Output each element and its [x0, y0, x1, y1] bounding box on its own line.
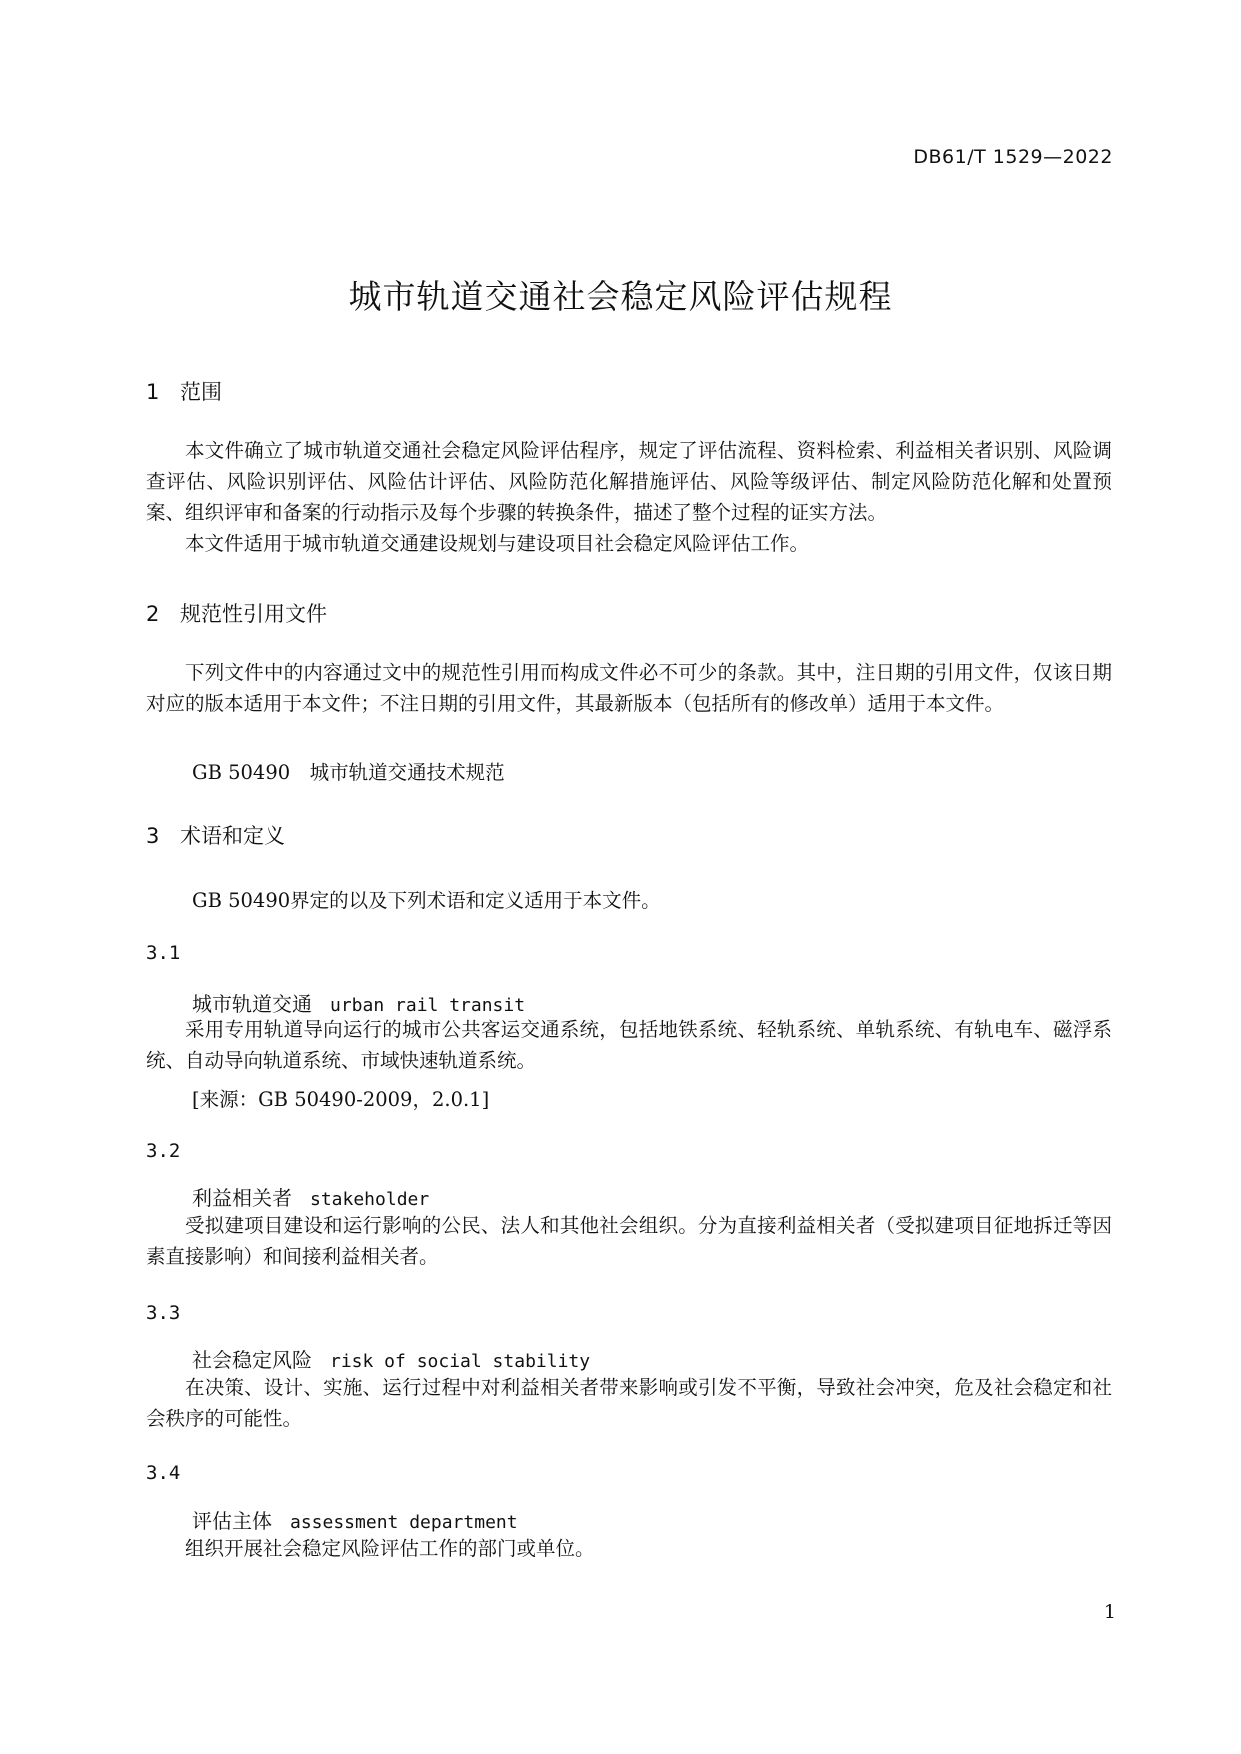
term-zh: 评估主体 [192, 1509, 272, 1533]
paragraph: 组织开展社会稳定风险评估工作的部门或单位。 [185, 1537, 595, 1560]
section-2-heading [146, 598, 327, 628]
paragraph: 本文件确立了城市轨道交通社会稳定风险评估程序，规定了评估流程、资料检索、利益相关者识别、风险调查评估、风险识别评估、风险估计评估、风险防范化解措施评估、风险等级评估、制定风险防范化解和处置预案、组织评审和备案的行动指示及每个步骤的转换条件，描述了整个过程的证实方法。 [146, 439, 1112, 524]
term-definition [146, 1533, 1112, 1564]
term-definition [146, 1210, 1112, 1272]
term-en: assessment department [290, 1512, 518, 1533]
paragraph: 受拟建项目建设和运行影响的公民、法人和其他社会组织。分为直接利益相关者（受拟建项目征地拆迁等因素直接影响）和间接利益相关者。 [146, 1214, 1112, 1268]
section-1-heading [146, 376, 222, 406]
section-title: 范围 [180, 380, 222, 404]
term-definition [146, 1372, 1112, 1434]
term-entry [192, 1182, 429, 1211]
term-zh: 社会稳定风险 [192, 1348, 312, 1372]
term-entry [192, 1505, 518, 1534]
term-entry [192, 1344, 590, 1373]
normative-reference: GB 50490 城市轨道交通技术规范 [192, 761, 505, 784]
page-number: 1 [1103, 1601, 1116, 1623]
term-en: stakeholder [310, 1189, 430, 1210]
clause-number: 3.4 [146, 1462, 181, 1484]
paragraph: 下列文件中的内容通过文中的规范性引用而构成文件必不可少的条款。其中，注日期的引用文件，仅该日期对应的版本适用于本文件；不注日期的引用文件，其最新版本（包括所有的修改单）适用于本文件。 [146, 661, 1112, 715]
term-en: urban rail transit [330, 995, 526, 1016]
section-2-body [146, 657, 1112, 719]
section-number: 1 [146, 380, 160, 404]
document-title: 城市轨道交通社会稳定风险评估规程 [348, 277, 893, 316]
term-source: [来源：GB 50490-2009，2.0.1] [192, 1088, 490, 1111]
clause-number: 3.1 [146, 942, 181, 964]
paragraph: 采用专用轨道导向运行的城市公共客运交通系统，包括地铁系统、轻轨系统、单轨系统、有轨电车、磁浮系统、自动导向轨道系统、市域快速轨道系统。 [146, 1018, 1112, 1072]
section-number: 2 [146, 602, 160, 626]
term-zh: 利益相关者 [192, 1186, 292, 1210]
section-title: 规范性引用文件 [180, 602, 327, 626]
term-definition [146, 1014, 1112, 1076]
section-3-heading [146, 820, 285, 850]
term-zh: 城市轨道交通 [192, 992, 312, 1016]
clause-number: 3.3 [146, 1302, 181, 1324]
clause-number: 3.2 [146, 1140, 181, 1162]
term-en: risk of social stability [330, 1351, 591, 1372]
section-number: 3 [146, 824, 160, 848]
section-title: 术语和定义 [180, 824, 285, 848]
paragraph: 在决策、设计、实施、运行过程中对利益相关者带来影响或引发不平衡，导致社会冲突，危及社会稳定和社会秩序的可能性。 [146, 1376, 1112, 1430]
paragraph: 本文件适用于城市轨道交通建设规划与建设项目社会稳定风险评估工作。 [185, 532, 810, 555]
term-entry [192, 988, 525, 1017]
standard-number: DB61/T 1529—2022 [913, 146, 1113, 168]
section-1-body [146, 435, 1112, 559]
section-3-intro: GB 50490界定的以及下列术语和定义适用于本文件。 [192, 889, 661, 912]
